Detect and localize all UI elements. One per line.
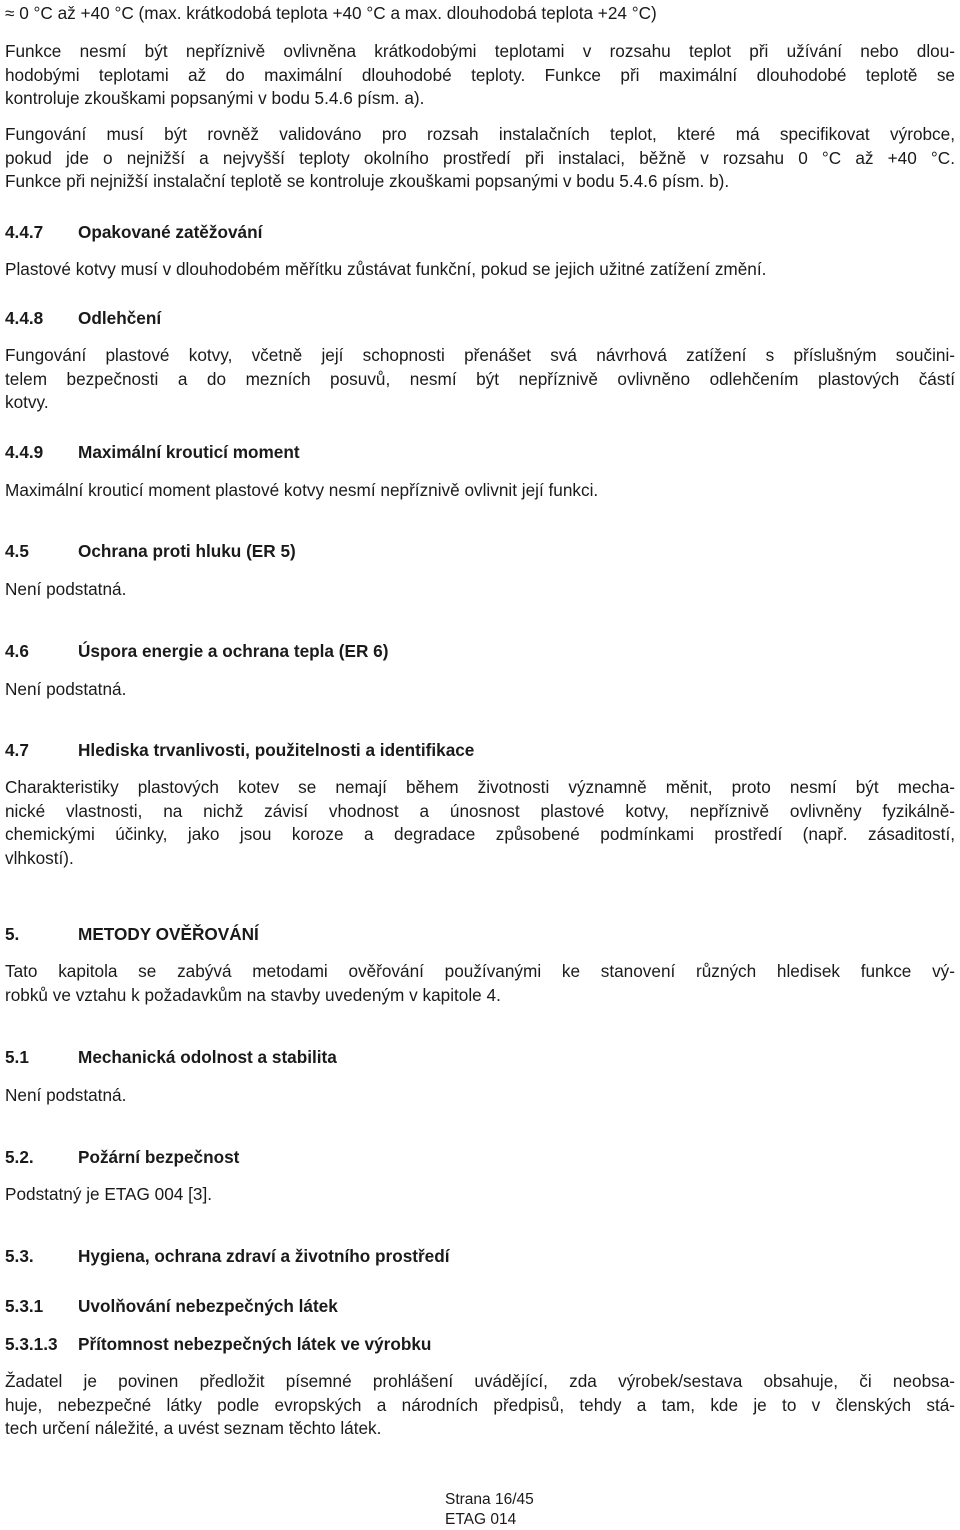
section-heading-5: 5. METODY OVĚŘOVÁNÍ <box>5 924 259 944</box>
section-heading-4-4-7: 4.4.7 Opakované zatěžování <box>5 222 263 242</box>
section-text-4-5: Není podstatná. <box>5 579 127 599</box>
paragraph-short-term-temperatures: Funkce nesmí být nepříznivě ovlivněna krátkodobými teplotami v rozsahu teplot při užívání nebo dlou- hodobými teplotami až do maximální dlouhodobé teploty. Funkce při maximální dlouhodobé teplotě se kontroluje zkouškami popsanými v bodu 5.4.6 písm. a). <box>5 41 955 108</box>
section-heading-5-3-1-3: 5.3.1.3 Přítomnost nebezpečných látek ve výrobku <box>5 1334 432 1354</box>
section-heading-5-3: 5.3. Hygiena, ochrana zdraví a životního prostředí <box>5 1246 450 1266</box>
section-text-4-4-7: Plastové kotvy musí v dlouhodobém měřítku zůstávat funkční, pokud se jejich užitné zatížení změní. <box>5 259 767 279</box>
section-heading-4-4-8: 4.4.8 Odlehčení <box>5 308 162 328</box>
page-number: Strana 16/45 <box>445 1491 534 1508</box>
section-heading-4-4-9: 4.4.9 Maximální krouticí moment <box>5 442 300 462</box>
section-text-5-3-1-3: Žadatel je povinen předložit písemné prohlášení uvádějící, zda výrobek/sestava obsahuje, či neobsa- huje, nebezpečné látky podle evropských a národních předpisů, tehdy a tam, kde je to v členských stá- tech určení náležité, a uvést seznam těchto látek. <box>5 1371 955 1438</box>
section-heading-4-6: 4.6 Úspora energie a ochrana tepla (ER 6) <box>5 641 389 661</box>
section-text-5: Tato kapitola se zabývá metodami ověřování používanými ke stanovení různých hledisek funkce vý- robků ve vztahu k požadavkům na stavby uvedeným v kapitole 4. <box>5 961 955 1005</box>
paragraph-installation-temperatures: Fungování musí být rovněž validováno pro rozsah instalačních teplot, které má specifikovat výrobce, pokud jde o nejnižší a nejvyšší teploty okolního prostředí při instalaci, běžně v rozsahu 0 °C až +40 °C. Funkce při nejnižší instalační teplotě se kontroluje zkouškami popsanými v bodu 5.4.6 písm. b). <box>5 124 955 191</box>
section-heading-4-5: 4.5 Ochrana proti hluku (ER 5) <box>5 541 296 561</box>
document-code: ETAG 014 <box>445 1511 517 1528</box>
temperature-range-line: ≈ 0 °C až +40 °C (max. krátkodobá teplota +40 °C a max. dlouhodobá teplota +24 °C) <box>5 3 657 23</box>
section-heading-4-7: 4.7 Hlediska trvanlivosti, použitelnosti a identifikace <box>5 740 475 760</box>
section-heading-5-2: 5.2. Požární bezpečnost <box>5 1147 240 1167</box>
section-text-4-4-9: Maximální krouticí moment plastové kotvy nesmí nepříznivě ovlivnit její funkci. <box>5 480 599 500</box>
section-text-4-7: Charakteristiky plastových kotev se nemají během životnosti významně měnit, proto nesmí být mecha- nické vlastnosti, na nichž závisí vhodnost a únosnost plastové kotvy, nepříznivě ovlivněny fyzikálně- chemickými účinky, jako jsou koroze a degradace způsobené podmínkami prostředí (např. zásaditostí, vlhkostí). <box>5 777 955 868</box>
section-text-5-2: Podstatný je ETAG 004 [3]. <box>5 1184 212 1204</box>
section-text-5-1: Není podstatná. <box>5 1085 127 1105</box>
page-footer <box>5 1490 955 1530</box>
section-text-4-6: Není podstatná. <box>5 679 127 699</box>
section-heading-5-1: 5.1 Mechanická odolnost a stabilita <box>5 1047 337 1067</box>
section-text-4-4-8: Fungování plastové kotvy, včetně její schopnosti přenášet svá návrhová zatížení s příslušným součini- telem bezpečnosti a do mezních posuvů, nesmí být nepříznivě ovlivněno odlehčením plastových částí kotvy. <box>5 345 955 412</box>
section-heading-5-3-1: 5.3.1 Uvolňování nebezpečných látek <box>5 1296 338 1316</box>
